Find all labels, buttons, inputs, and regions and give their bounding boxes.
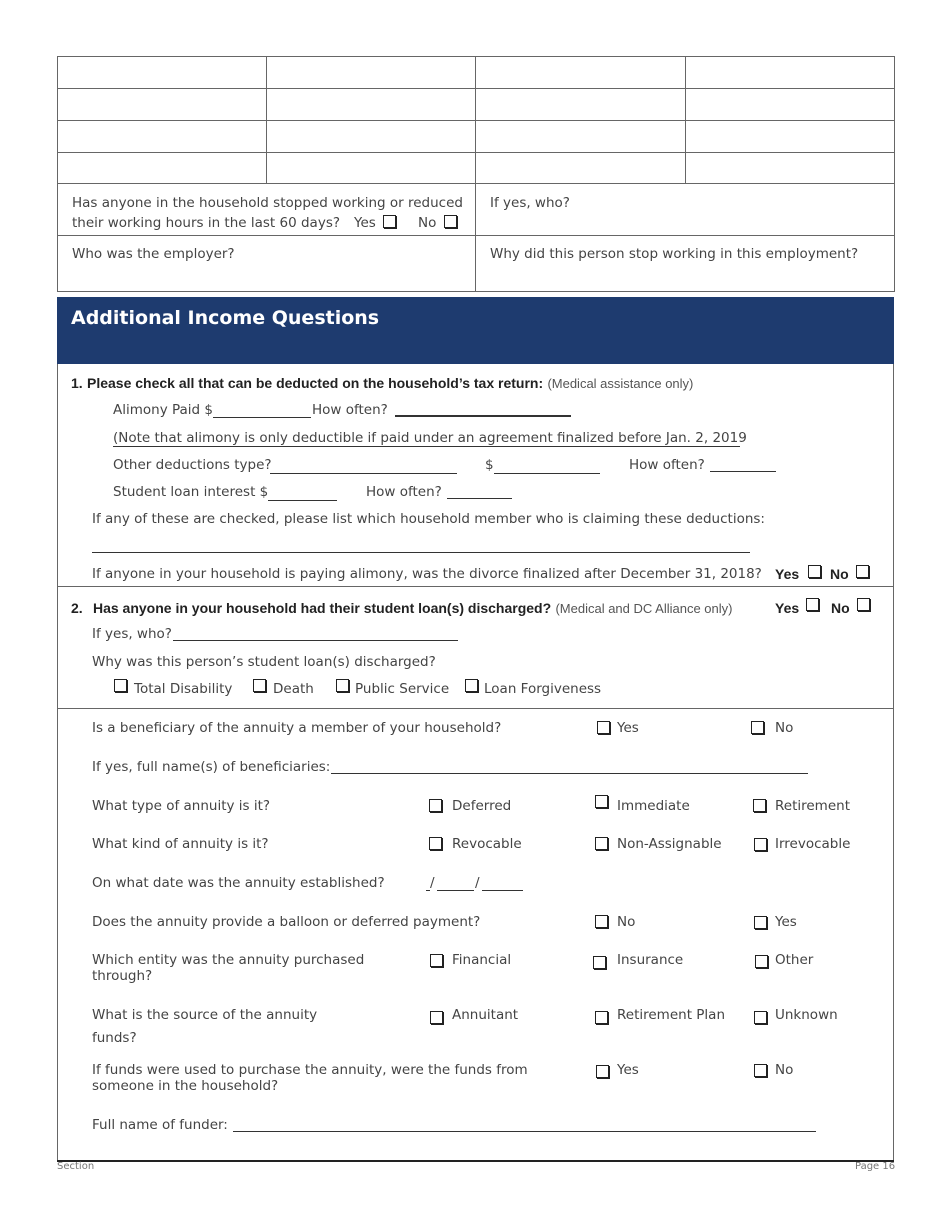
why-stop-question: Why did this person stop working in this employment? [490, 246, 859, 262]
alimony-how-often-field[interactable] [395, 415, 571, 417]
irrevocable-checkbox[interactable] [754, 838, 767, 851]
revocable-label: Revocable [452, 836, 522, 852]
divorce-question: If anyone in your household is paying alimony, was the divorce finalized after December 31, 2018? [92, 566, 762, 582]
alimony-note: (Note that alimony is only deductible if paid under an agreement finalized before Jan. 2, 2019 [113, 430, 747, 446]
beneficiary-no-label: No [775, 720, 794, 736]
alimony-how-often-label: How often? [312, 402, 388, 418]
section-header [57, 297, 894, 364]
balloon-yes-checkbox[interactable] [754, 916, 767, 929]
deferred-label: Deferred [452, 798, 512, 814]
beneficiary-yes-checkbox[interactable] [597, 721, 610, 734]
q2-title: Has anyone in your household had their student loan(s) discharged? [92, 600, 552, 616]
student-loan-how-often-field[interactable] [447, 498, 512, 499]
funds-question-line2: someone in the household? [92, 1078, 279, 1094]
stopped-yes-label: Yes [354, 215, 376, 231]
balloon-no-checkbox[interactable] [595, 915, 608, 928]
funds-yes-checkbox[interactable] [596, 1065, 609, 1078]
other-deductions-dollar: $ [485, 457, 494, 473]
q2-who-field[interactable] [173, 640, 458, 641]
public-service-label: Public Service [355, 681, 450, 697]
stopped-no-checkbox[interactable] [444, 215, 457, 228]
funds-question-line1: If funds were used to purchase the annuity, were the funds from [92, 1062, 528, 1078]
non-assignable-checkbox[interactable] [595, 837, 608, 850]
stopped-working-question-line1: Has anyone in the household stopped working or reduced [72, 195, 463, 211]
table-cell[interactable] [476, 57, 685, 88]
public-service-checkbox[interactable] [336, 679, 349, 692]
other-deductions-how-often-label: How often? [629, 457, 705, 473]
other-checkbox[interactable] [755, 955, 768, 968]
funder-name-field[interactable] [233, 1131, 816, 1132]
entity-question-line2: through? [92, 968, 153, 984]
q1-number: 1. [71, 375, 83, 391]
beneficiary-no-checkbox[interactable] [751, 721, 764, 734]
source-question-line1: What is the source of the annuity [92, 1007, 318, 1023]
member-claiming-field[interactable] [92, 552, 750, 553]
immediate-label: Immediate [617, 798, 690, 814]
q2-yes-label: Yes [775, 600, 800, 616]
death-checkbox[interactable] [253, 679, 266, 692]
stopped-yes-checkbox[interactable] [383, 215, 396, 228]
revocable-checkbox[interactable] [429, 837, 442, 850]
student-loan-interest-label: Student loan interest $ [113, 484, 269, 500]
student-loan-how-often-label: How often? [366, 484, 442, 500]
insurance-checkbox[interactable] [593, 956, 606, 969]
section-title: Additional Income Questions [71, 307, 380, 329]
alimony-amount-field[interactable] [213, 417, 311, 418]
q2-yes-checkbox[interactable] [806, 598, 819, 611]
unknown-checkbox[interactable] [754, 1011, 767, 1024]
total-disability-checkbox[interactable] [114, 679, 127, 692]
footer-section: Section [57, 1161, 95, 1172]
other-deductions-label: Other deductions type? [113, 457, 272, 473]
death-label: Death [273, 681, 314, 697]
q2-who-label: If yes, who? [92, 626, 172, 642]
stopped-working-question-line2: their working hours in the last 60 days? [72, 215, 341, 231]
annuity-kind-question: What kind of annuity is it? [92, 836, 269, 852]
total-disability-label: Total Disability [134, 681, 233, 697]
unknown-label: Unknown [775, 1007, 838, 1023]
employer-question: Who was the employer? [72, 246, 235, 262]
retirement-plan-label: Retirement Plan [617, 1007, 725, 1023]
q1-title: Please check all that can be deducted on the household’s tax return: [86, 375, 544, 391]
beneficiary-question: Is a beneficiary of the annuity a member of your household? [92, 720, 502, 736]
table-cell[interactable] [267, 57, 475, 88]
other-deductions-amount-field[interactable] [494, 473, 600, 474]
funds-yes-label: Yes [617, 1062, 639, 1078]
non-assignable-label: Non-Assignable [617, 836, 722, 852]
deferred-checkbox[interactable] [429, 799, 442, 812]
member-claiming-label: If any of these are checked, please list which household member who is claiming these deductions: [92, 511, 765, 527]
irrevocable-label: Irrevocable [775, 836, 851, 852]
balloon-no-label: No [617, 914, 636, 930]
student-loan-interest-field[interactable] [268, 500, 337, 501]
entity-question-line1: Which entity was the annuity purchased [92, 952, 365, 968]
other-deductions-how-often-field[interactable] [710, 471, 776, 472]
q1-note: (Medical assistance only) [547, 376, 694, 391]
divorce-no-label: No [830, 566, 849, 582]
other-deductions-type-field[interactable] [270, 473, 457, 474]
loan-forgiveness-checkbox[interactable] [465, 679, 478, 692]
q2-why-label: Why was this person’s student loan(s) discharged? [92, 654, 436, 670]
q2-number: 2. [71, 600, 83, 616]
q2-no-checkbox[interactable] [857, 598, 870, 611]
beneficiary-yes-label: Yes [617, 720, 639, 736]
footer-page-number: Page 16 [855, 1161, 896, 1172]
stopped-no-label: No [418, 215, 437, 231]
divorce-no-checkbox[interactable] [856, 565, 869, 578]
loan-forgiveness-label: Loan Forgiveness [484, 681, 602, 697]
beneficiary-names-label: If yes, full name(s) of beneficiaries: [92, 759, 331, 775]
if-yes-who-label: If yes, who? [490, 195, 570, 211]
annuity-date-question: On what date was the annuity established? [92, 875, 385, 891]
other-label: Other [775, 952, 814, 968]
retirement-checkbox[interactable] [753, 799, 766, 812]
divorce-yes-label: Yes [775, 566, 800, 582]
financial-label: Financial [452, 952, 512, 968]
funds-no-checkbox[interactable] [754, 1064, 767, 1077]
table-cell[interactable] [58, 57, 266, 88]
immediate-checkbox[interactable] [595, 795, 608, 808]
financial-checkbox[interactable] [430, 954, 443, 967]
alimony-paid-label: Alimony Paid $ [113, 402, 213, 418]
insurance-label: Insurance [617, 952, 684, 968]
q2-no-label: No [831, 600, 850, 616]
annuity-type-question: What type of annuity is it? [92, 798, 271, 814]
balloon-question: Does the annuity provide a balloon or deferred payment? [92, 914, 481, 930]
retirement-label: Retirement [775, 798, 850, 814]
divorce-yes-checkbox[interactable] [808, 565, 821, 578]
annuitant-checkbox[interactable] [430, 1011, 443, 1024]
beneficiary-names-field[interactable] [331, 773, 808, 774]
retirement-plan-checkbox[interactable] [595, 1011, 608, 1024]
funds-no-label: No [775, 1062, 794, 1078]
balloon-yes-label: Yes [775, 914, 797, 930]
q2-note: (Medical and DC Alliance only) [555, 601, 733, 616]
funder-name-label: Full name of funder: [92, 1117, 228, 1133]
source-question-line2: funds? [92, 1030, 137, 1046]
table-cell[interactable] [686, 57, 894, 88]
annuitant-label: Annuitant [452, 1007, 519, 1023]
